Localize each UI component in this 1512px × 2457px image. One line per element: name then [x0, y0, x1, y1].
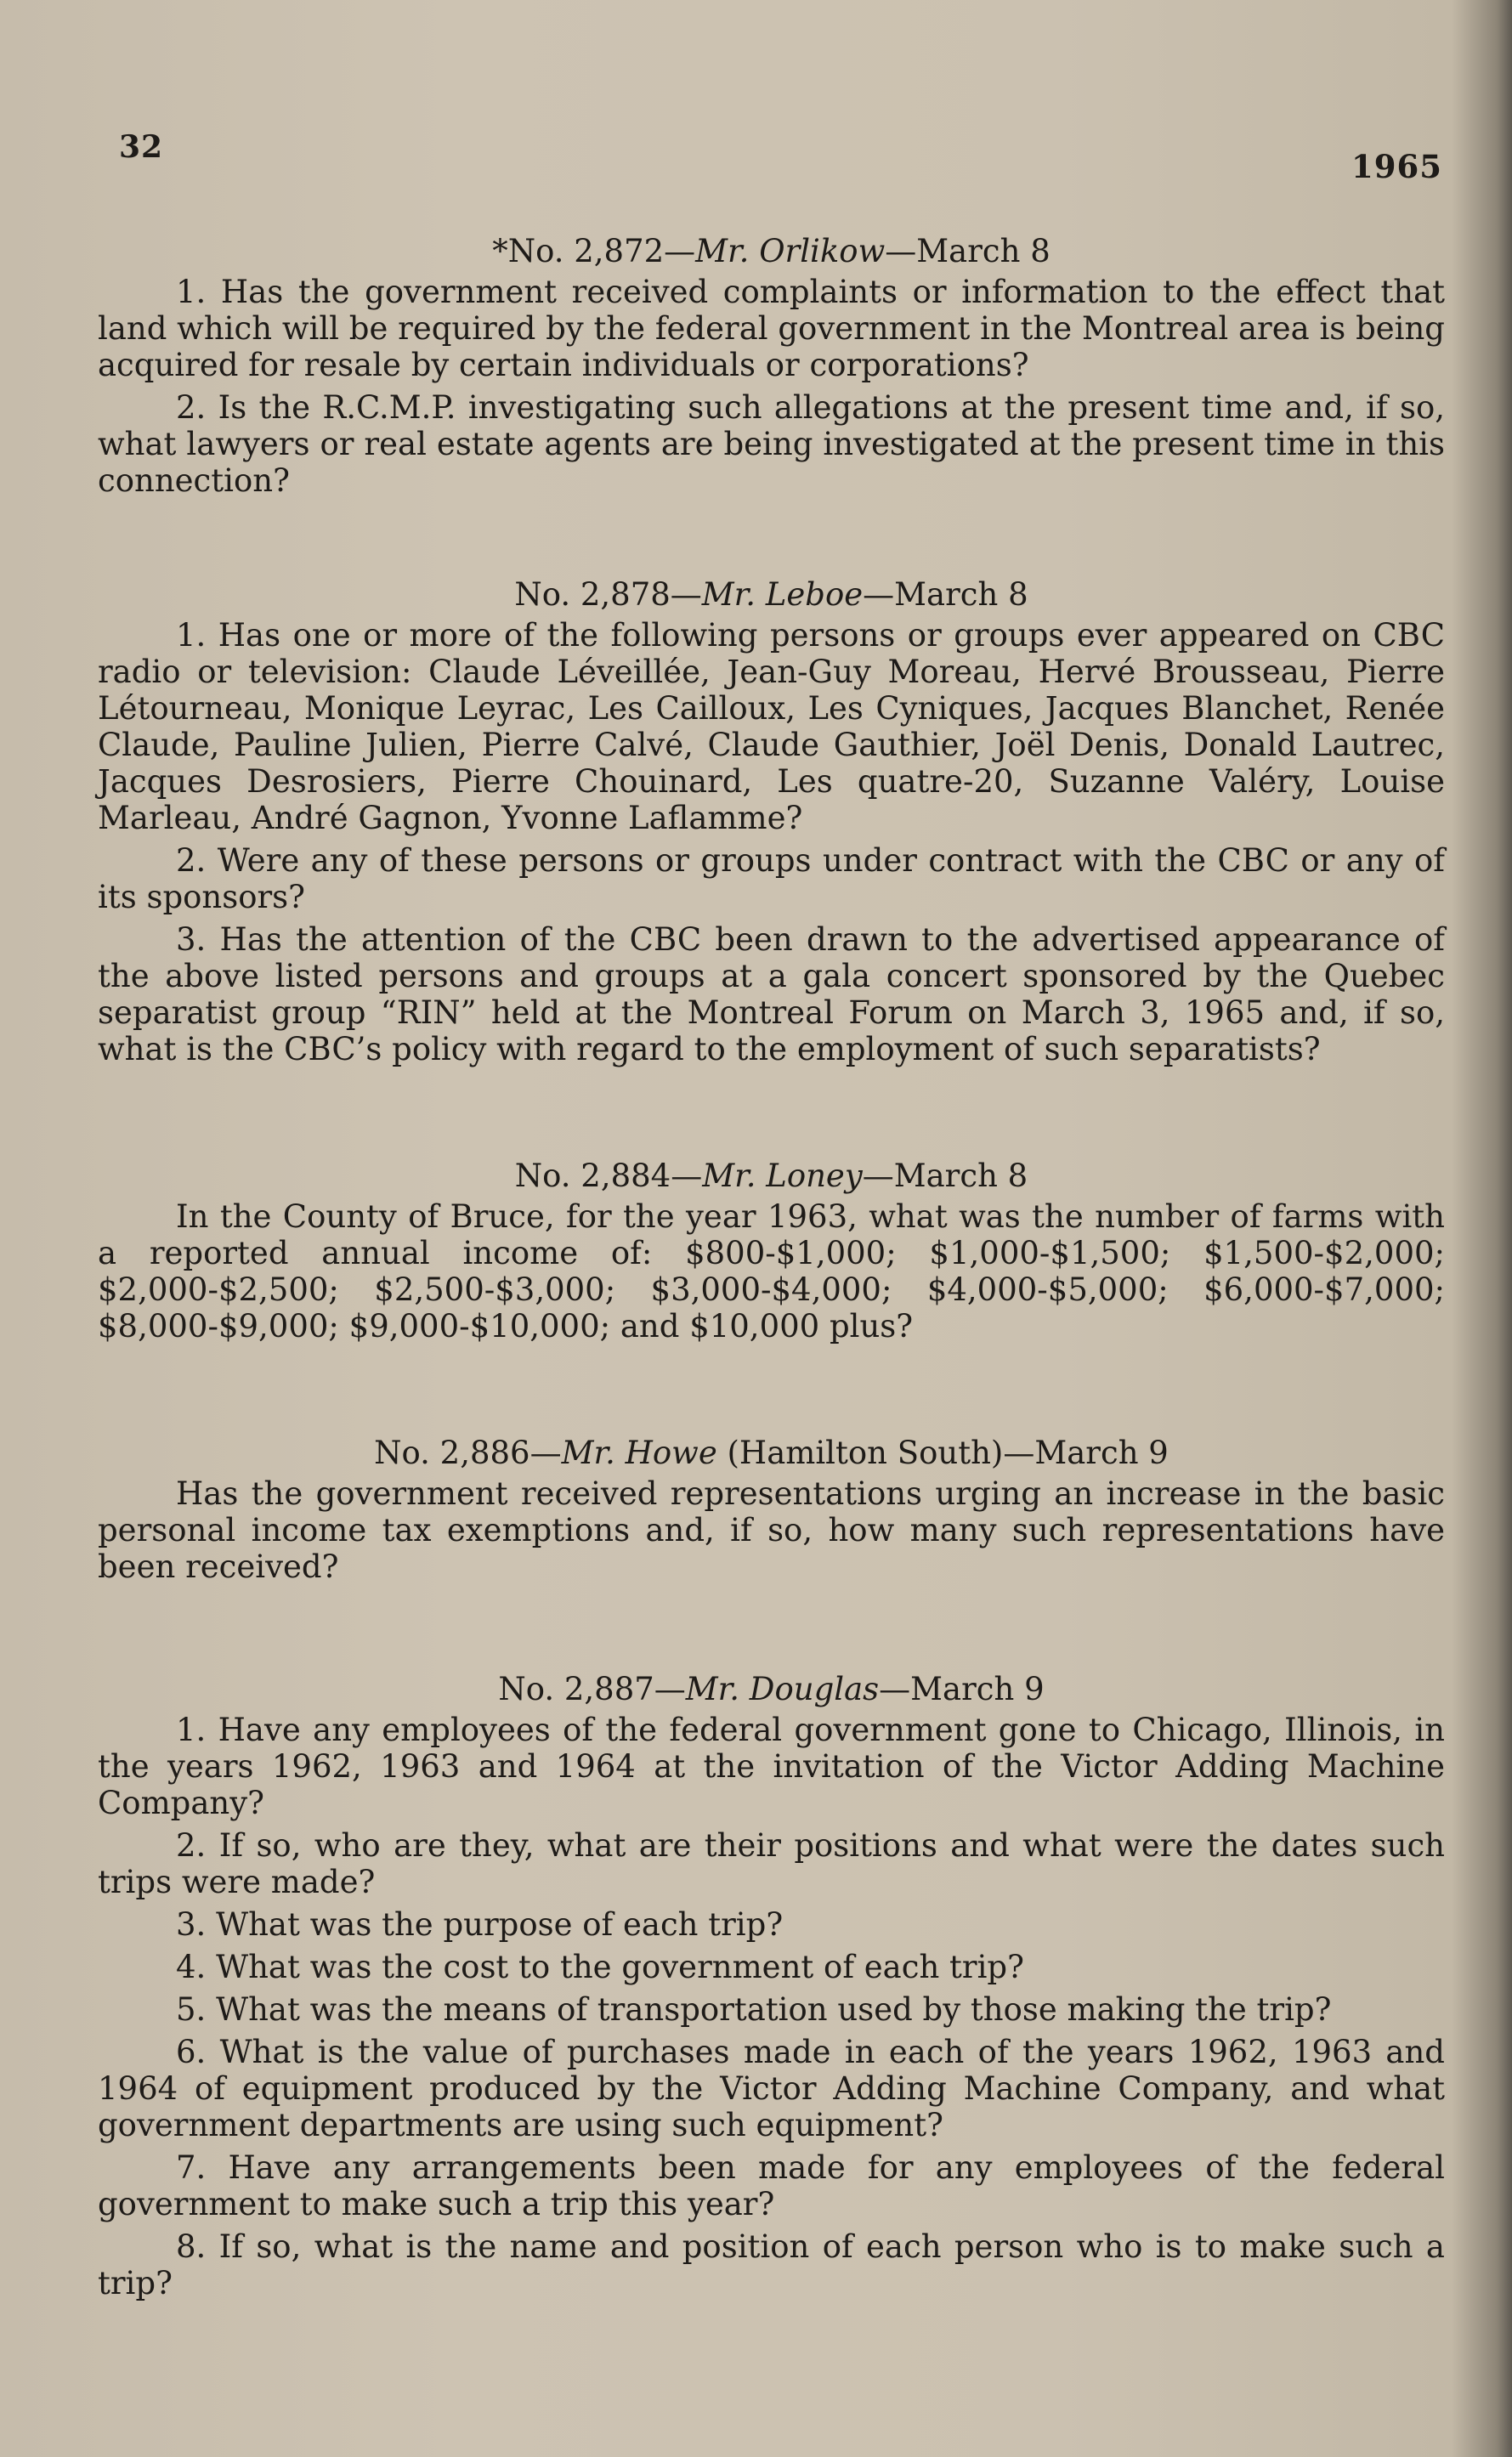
member-constituency: (Hamilton South) — [716, 1435, 1004, 1471]
question-2878 — [98, 576, 1445, 1073]
question-paragraph: In the County of Bruce, for the year 1963, what was the number of farms with a reported annual income of: $800-$1,000; $1,000-$1,500; $1,500-$2,000; $2,000-$2,500; $2,500-$3,000; $3,000-$4,000; $4,000-$5,000; $6,000-$7,000; $8,000-$9,000; $9,000-$10,000; and $10,000 plus? — [98, 1198, 1445, 1345]
question-number: No. 2,886— — [374, 1435, 562, 1471]
member-name: Mr. Leboe — [701, 576, 864, 613]
question-heading — [98, 1158, 1445, 1195]
question-number: No. 2,878— — [514, 576, 702, 613]
question-number: No. 2,887— — [498, 1671, 686, 1707]
question-paragraph: 8. If so, what is the name and position of each person who is to make such a trip? — [98, 2228, 1445, 2301]
question-paragraph: 7. Have any arrangements been made for any employees of the federal government to make such a trip this year? — [98, 2149, 1445, 2222]
question-date: —March 9 — [1003, 1435, 1169, 1471]
question-paragraph: 4. What was the cost to the government of each trip? — [176, 1949, 1024, 1985]
question-paragraph: 2. Is the R.C.M.P. investigating such allegations at the present time and, if so, what lawyers or real estate agents are being investigated at the present time in this connection? — [98, 389, 1445, 499]
member-name: Mr. Loney — [702, 1158, 863, 1194]
question-paragraph: 5. What was the means of transportation used by those making the trip? — [176, 1991, 1332, 2028]
question-2887 — [98, 1671, 1445, 2307]
question-paragraph: 2. If so, who are they, what are their positions and what were the dates such trips were made? — [98, 1827, 1445, 1900]
question-number: No. 2,884— — [514, 1158, 703, 1194]
question-heading — [98, 576, 1445, 614]
page-year: 1965 — [1351, 148, 1442, 185]
member-name: Mr. Orlikow — [695, 233, 886, 269]
question-paragraph: 3. What was the purpose of each trip? — [176, 1906, 784, 1943]
question-date: —March 8 — [863, 576, 1028, 613]
question-2886 — [98, 1435, 1445, 1591]
question-paragraph: 2. Were any of these persons or groups under contract with the CBC or any of its sponsors? — [98, 842, 1445, 915]
member-name: Mr. Howe — [561, 1435, 717, 1471]
question-paragraph: 1. Has one or more of the following persons or groups ever appeared on CBC radio or television: Claude Léveillée, Jean-Guy Moreau, Hervé Brousseau, Pierre Létourneau, Monique Leyrac, Les Cailloux, Les Cyniques, Jacques Blanchet, Renée Claude, Pauline Julien, Pierre Calvé, Claude Gauthier, Joël Denis, Donald Lautrec, Jacques Desrosiers, Pierre Chouinard, Les quatre-20, Suzanne Valéry, Louise Marleau, André Gagnon, Yvonne Laflamme? — [98, 617, 1445, 836]
question-paragraph: Has the government received representations urging an increase in the basic personal income tax exemptions and, if so, how many such representations have been received? — [98, 1475, 1445, 1585]
question-heading — [98, 1671, 1445, 1708]
question-2872 — [98, 233, 1445, 505]
question-paragraph: 6. What is the value of purchases made in each of the years 1962, 1963 and 1964 of equipment produced by the Victor Adding Machine Company, and what government departments are using such equipment? — [98, 2034, 1445, 2143]
question-date: —March 8 — [885, 233, 1050, 269]
question-paragraph: 1. Has the government received complaints or information to the effect that land which will be required by the federal government in the Montreal area is being acquired for resale by certain individuals or corporations? — [98, 274, 1445, 383]
question-paragraph: 1. Have any employees of the federal government gone to Chicago, Illinois, in the years 1962, 1963 and 1964 at the invitation of the Victor Adding Machine Company? — [98, 1712, 1445, 1821]
question-date: —March 8 — [862, 1158, 1028, 1194]
question-heading — [98, 233, 1445, 270]
question-date: —March 9 — [879, 1671, 1045, 1707]
question-2884 — [98, 1158, 1445, 1350]
question-heading — [98, 1435, 1445, 1472]
question-paragraph: 3. Has the attention of the CBC been drawn to the advertised appearance of the above listed persons and groups at a gala concert sponsored by the Quebec separatist group “RIN” held at the Montreal Forum on March 3, 1965 and, if so, what is the CBC’s policy with regard to the employment of such separatists? — [98, 921, 1445, 1067]
question-number: *No. 2,872— — [492, 233, 696, 269]
page-number: 32 — [119, 129, 164, 165]
member-name: Mr. Douglas — [685, 1671, 880, 1707]
